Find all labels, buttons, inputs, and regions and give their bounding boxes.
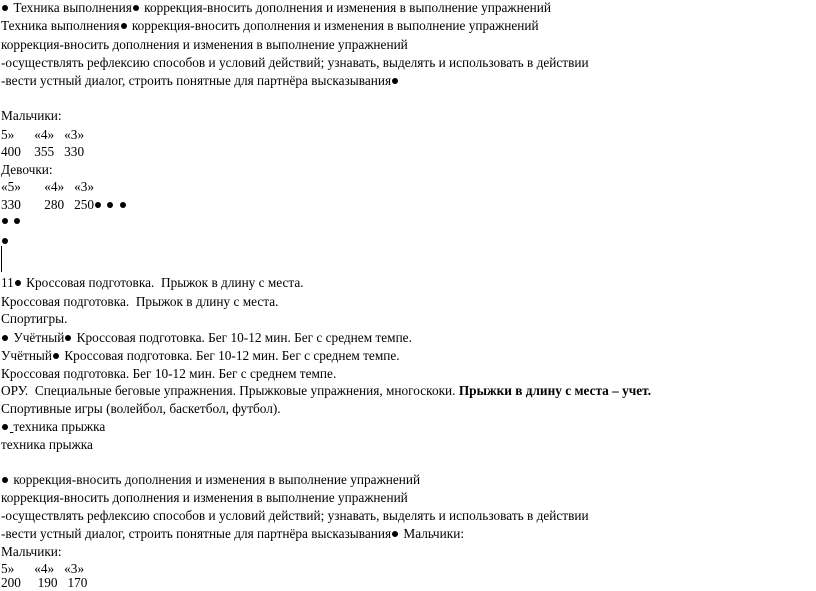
bullet-icon <box>15 280 21 286</box>
boys-values: 200 190 170 <box>1 575 88 590</box>
bullet-icon <box>65 335 71 341</box>
line-text: Техника выполнения <box>1 18 120 33</box>
bullet-icon <box>2 477 8 483</box>
line-text: Кроссовая подготовка. Прыжок в длину с места. <box>26 275 304 290</box>
doc-line: Кроссовая подготовка. Прыжок в длину с места. <box>1 294 279 309</box>
doc-line: техника прыжка <box>1 437 93 452</box>
girls-values-line <box>1 197 128 213</box>
doc-line <box>1 73 400 89</box>
line-text: Техника выполнения <box>13 0 132 15</box>
boys-values: 400 355 330 <box>1 144 85 159</box>
line-text: Мальчики: <box>403 526 465 541</box>
doc-line: -осуществлять рефлексию способов и условий действий; узнавать, выделять и использовать в действии <box>1 55 589 70</box>
bullet-icon <box>14 218 20 224</box>
bullet-icon <box>53 353 59 359</box>
bullet-icon <box>392 531 398 537</box>
bullet-icon <box>121 23 127 29</box>
line-text: -вести устный диалог, строить понятные для партнёра высказывания <box>1 526 392 541</box>
bullet-icon <box>2 238 8 244</box>
doc-line <box>1 18 539 34</box>
line-text: коррекция-вносить дополнения и изменения в выполнение упражнений <box>131 18 539 33</box>
bullet-icon <box>107 202 113 208</box>
bullet-row <box>1 213 22 229</box>
doc-line <box>1 526 464 542</box>
line-text: коррекция-вносить дополнения и изменения в выполнение упражнений <box>13 472 421 487</box>
doc-line <box>1 383 651 399</box>
line-text: Кроссовая подготовка. Бег 10-12 мин. Бег с среднем темпе. <box>64 348 400 363</box>
line-text: Кроссовая подготовка. Бег 10-12 мин. Бег с среднем темпе. <box>76 330 412 345</box>
girls-grades: «5» «4» «3» <box>1 179 95 194</box>
boys-grades: 5» «4» «3» <box>1 561 85 576</box>
doc-line <box>1 275 304 291</box>
doc-line: коррекция-вносить дополнения и изменения в выполнение упражнений <box>1 37 408 52</box>
bullet-icon <box>2 335 8 341</box>
bullet-icon <box>2 5 8 11</box>
boys-grades: 5» «4» «3» <box>1 127 85 142</box>
line-text: коррекция-вносить дополнения и изменения в выполнение упражнений <box>144 0 551 15</box>
bullet-icon <box>2 424 8 430</box>
bullet-icon <box>133 5 139 11</box>
doc-line: Спортивные игры (волейбол, баскетбол, футбол). <box>1 401 281 416</box>
bullet-row <box>1 233 10 249</box>
girls-values: 330 280 250 <box>1 197 95 212</box>
bullet-icon <box>392 78 398 84</box>
girls-label: Девочки: <box>1 162 53 177</box>
line-text: ОРУ. Специальные беговые упражнения. Прыжковые упражнения, многоскоки. <box>1 383 459 398</box>
line-bold-text: Прыжки в длину с места – учет. <box>458 383 652 398</box>
bullet-underlined <box>1 419 13 434</box>
line-number: 11 <box>1 275 14 290</box>
line-text: Учётный <box>13 330 65 345</box>
boys-label: Мальчики: <box>1 544 62 559</box>
doc-line: коррекция-вносить дополнения и изменения в выполнение упражнений <box>1 490 408 505</box>
bullet-icon <box>95 202 101 208</box>
doc-line <box>1 348 400 364</box>
doc-line: Спортигры. <box>1 311 68 326</box>
doc-line <box>1 0 551 16</box>
doc-line <box>1 419 105 435</box>
doc-line: Кроссовая подготовка. Бег 10-12 мин. Бег с среднем темпе. <box>1 366 337 381</box>
line-text: Учётный <box>1 348 52 363</box>
doc-line <box>1 472 420 488</box>
boys-label: Мальчики: <box>1 108 62 123</box>
line-text: техника прыжка <box>13 419 106 434</box>
doc-line: -осуществлять рефлексию способов и условий действий; узнавать, выделять и использовать в действии <box>1 508 589 523</box>
vertical-line <box>1 246 2 272</box>
line-text: -вести устный диалог, строить понятные для партнёра высказывания <box>1 73 392 88</box>
doc-line <box>1 330 412 346</box>
bullet-icon <box>2 218 8 224</box>
bullet-icon <box>120 202 126 208</box>
